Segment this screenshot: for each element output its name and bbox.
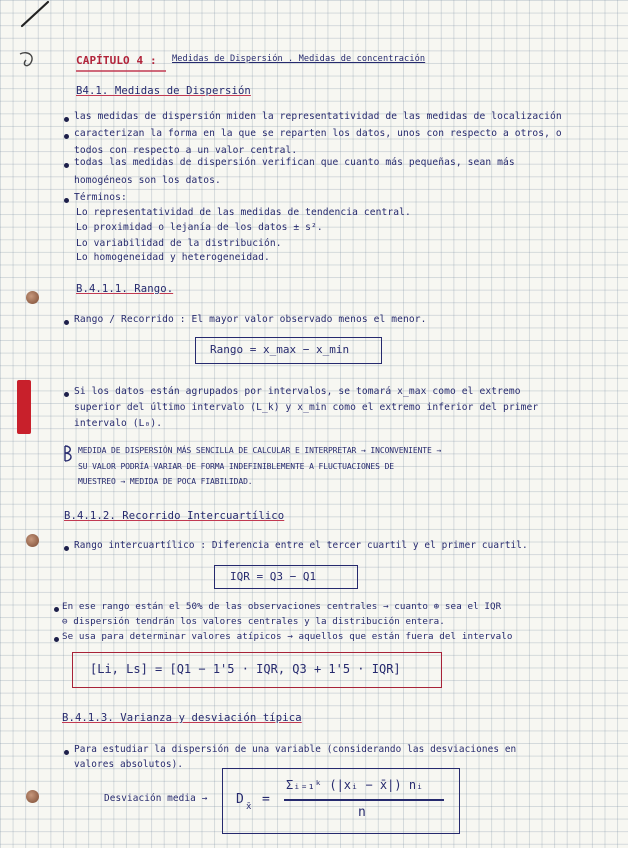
section-41-line: caracterizan la forma en la que se reparten los datos, unos con respecto a otros, o [74, 128, 562, 139]
mean-deviation-lhs: D [236, 792, 244, 807]
mean-deviation-lhs-sub: x̄ [246, 802, 252, 812]
section-413-heading: B.4.1.3. Varianza y desviación típica [62, 712, 302, 724]
iqr-definition: Rango intercuartílico : Diferencia entre el tercer cuartil y el primer cuartil. [74, 540, 528, 551]
section-41-line: todas las medidas de dispersión verifican que cuanto más pequeñas, sean más [74, 157, 515, 168]
mean-deviation-equals: = [262, 792, 270, 807]
punch-hole [26, 291, 39, 304]
note-marker-icon [62, 443, 76, 465]
punch-hole [26, 534, 39, 547]
bullet-dot [64, 546, 69, 551]
mean-deviation-denominator: n [358, 805, 366, 820]
outlier-interval-formula: [Li, Ls] = [Q1 − 1'5 · IQR, Q3 + 1'5 · IQR] [90, 662, 401, 676]
chapter-title: CAPÍTULO 4 : [76, 54, 157, 67]
bullet-dot [64, 163, 69, 168]
bullet-dot [54, 607, 59, 612]
mean-deviation-numerator: Σᵢ₌₁ᵏ (|xᵢ − x̄|) nᵢ [286, 778, 424, 792]
section-41-line: Lo proximidad o lejanía de los datos ± s². [76, 222, 323, 233]
range-definition: Rango / Recorrido : El mayor valor observado menos el menor. [74, 314, 427, 325]
bullet-dot [64, 320, 69, 325]
section-413-line: valores absolutos). [74, 759, 184, 770]
note-line: MEDIDA DE DISPERSIÓN MÁS SENCILLA DE CALCULAR E INTERPRETAR → INCONVENIENTE → [78, 446, 442, 455]
range-formula: Rango = x_max − x_min [210, 343, 350, 356]
section-41-line: homogéneos son los datos. [74, 175, 221, 186]
section-41-line: las medidas de dispersión miden la representatividad de las medidas de localización [74, 111, 562, 122]
section-412-line: Se usa para determinar valores atípicos → aquellos que están fuera del intervalo [62, 631, 513, 642]
section-41-heading: B4.1. Medidas de Dispersión [76, 85, 251, 97]
section-411-line: intervalo (L₀). [74, 418, 163, 429]
section-411-line: Si los datos están agrupados por intervalos, se tomará x_max como el extremo [74, 386, 521, 397]
section-413-line: Para estudiar la dispersión de una variable (considerando las desviaciones en [74, 744, 517, 755]
section-412-line: En ese rango están el 50% de las observaciones centrales → cuanto ⊕ sea el IQR [62, 601, 502, 612]
section-41-line: Términos: [74, 192, 127, 203]
title-underline [76, 70, 166, 72]
section-41-line: Lo homogeneidad y heterogeneidad. [76, 252, 270, 263]
bullet-dot [64, 392, 69, 397]
iqr-formula: IQR = Q3 − Q1 [230, 570, 317, 583]
note-line: MUESTREO → MEDIDA DE POCA FIABILIDAD. [78, 477, 253, 486]
bullet-dot [64, 750, 69, 755]
section-412-heading: B.4.1.2. Recorrido Intercuartílico [64, 510, 285, 522]
bullet-dot [64, 198, 69, 203]
notebook-tab [17, 380, 31, 434]
section-411-line: superior del último intervalo (L_k) y x_min como el extremo inferior del primer [74, 402, 539, 413]
section-41-line: Lo variabilidad de la distribución. [76, 238, 282, 249]
bullet-dot [64, 134, 69, 139]
section-41-line: todos con respecto a un valor central. [74, 145, 298, 156]
section-411-heading: B.4.1.1. Rango. [76, 283, 174, 295]
fraction-bar [284, 799, 444, 801]
section-41-line: Lo representatividad de las medidas de tendencia central. [76, 207, 411, 218]
punch-hole [26, 790, 39, 803]
chapter-subtitle: Medidas de Dispersión . Medidas de concentración [172, 54, 426, 64]
section-412-line: ⊖ dispersión tendrán los valores centrales y la distribución entera. [62, 616, 445, 627]
bullet-dot [54, 637, 59, 642]
spiral-doodle-icon [14, 46, 42, 74]
bullet-dot [64, 117, 69, 122]
note-line: SU VALOR PODRÍA VARIAR DE FORMA INDEFINIBLEMENTE A FLUCTUACIONES DE [78, 462, 394, 471]
mean-deviation-label: Desviación media → [104, 793, 208, 804]
pen-stroke-mark [18, 0, 52, 28]
